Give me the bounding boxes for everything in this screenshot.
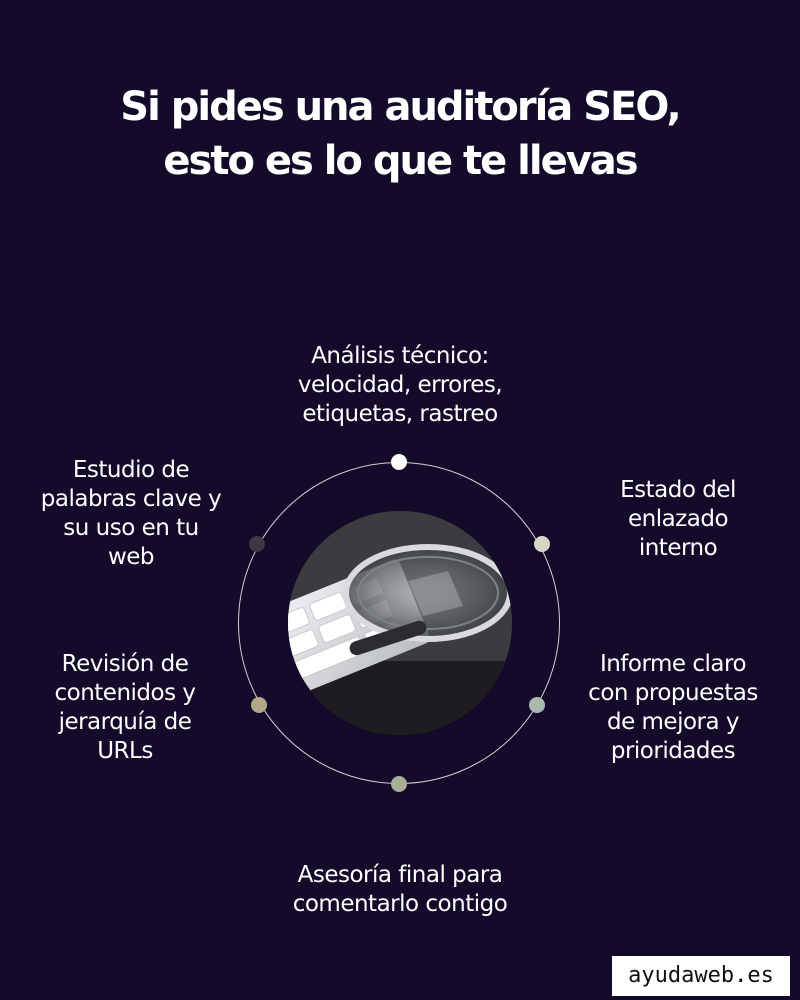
magnifying-glass-icon (288, 511, 512, 735)
item-line: con propuestas (588, 680, 758, 706)
dot-bottom (391, 776, 407, 792)
title-line-2: esto es lo que te llevas (163, 138, 637, 184)
item-line: contenidos y (54, 680, 196, 706)
item-line: enlazado (627, 506, 729, 532)
item-line: Asesoría final para (297, 862, 503, 888)
item-line: Estado del (620, 477, 736, 503)
item-line: velocidad, errores, (297, 372, 503, 398)
title-line-1: Si pides una auditoría SEO, (120, 84, 680, 130)
item-line: de mejora y (606, 709, 740, 735)
brand-watermark: ayudaweb.es (612, 956, 790, 996)
dot-right-top (534, 536, 550, 552)
item-internal-linking (578, 476, 778, 563)
dot-left-top (249, 536, 265, 552)
page-title (0, 80, 800, 188)
item-line: web (107, 544, 155, 570)
dot-right-bottom (529, 697, 545, 713)
item-line: jerarquía de (58, 709, 192, 735)
item-line: comentarlo contigo (292, 891, 508, 917)
item-line: su uso en tu (63, 515, 199, 541)
item-line: Informe claro (599, 651, 747, 677)
item-technical-analysis (250, 342, 550, 429)
item-line: Revisión de (61, 651, 189, 677)
item-line: prioridades (610, 738, 736, 764)
item-report (570, 650, 776, 766)
item-keyword-study (18, 456, 244, 572)
item-line: interno (638, 535, 718, 561)
dot-top (391, 454, 407, 470)
item-line: Estudio de (72, 457, 190, 483)
item-line: Análisis técnico: (311, 343, 489, 369)
dot-left-bottom (251, 697, 267, 713)
item-line: URLs (97, 738, 153, 764)
item-line: palabras clave y (40, 486, 222, 512)
item-content-review (20, 650, 230, 766)
item-final-advice (250, 861, 550, 919)
item-line: etiquetas, rastreo (302, 401, 498, 427)
